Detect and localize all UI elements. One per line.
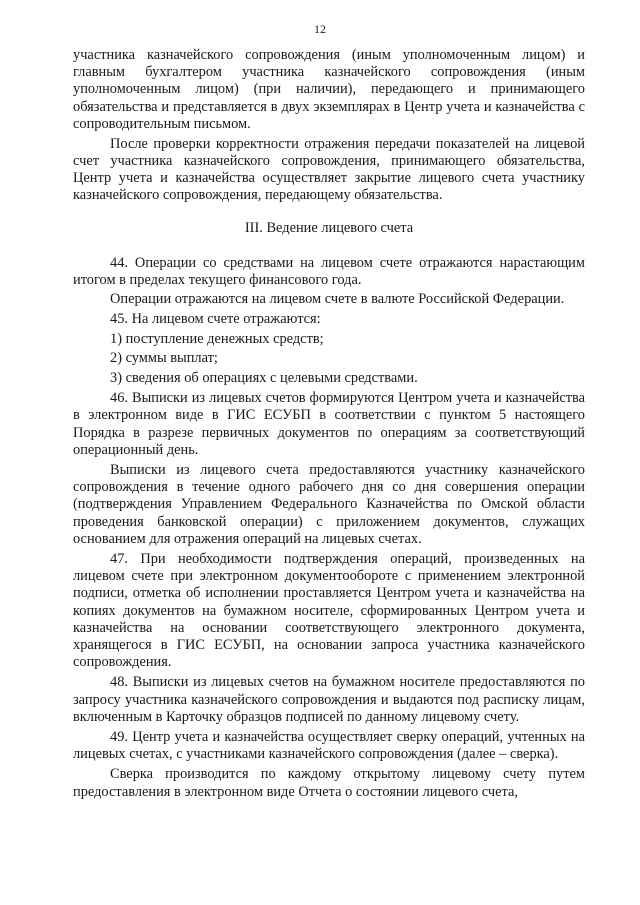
list-item-45-3: 3) сведения об операциях с целевыми средствами. bbox=[110, 369, 418, 386]
list-item-45-1: 1) поступление денежных средств; bbox=[110, 330, 324, 347]
paragraph-45: 45. На лицевом счете отражаются: bbox=[110, 311, 321, 328]
paragraph-47: 47. При необходимости подтверждения операций, произведенных на лицевом счете при электронном документообороте с применением электронной подписи, отметка об исполнении проставляется Центром учета и казначейства на копиях документов на бумажном носителе, сформированных Центром учета и казначейства на основании соответствующего электронного документа, хранящегося в ГИС ЕСУБП, на основании запроса участника казначейского сопровождения. bbox=[73, 550, 585, 671]
section-heading: III. Ведение лицевого счета bbox=[244, 220, 414, 237]
page-number: 12 bbox=[314, 22, 326, 36]
list-item-45-2: 2) суммы выплат; bbox=[110, 350, 218, 367]
paragraph-44-currency: Операции отражаются на лицевом счете в валюте Российской Федерации. bbox=[110, 291, 565, 308]
paragraph-48: 48. Выписки из лицевых счетов на бумажном носителе предоставляются по запросу участника казначейского сопровождения и выдаются под расписку лицам, включенным в Карточку образцов подписей по данному лицевому счету. bbox=[73, 674, 585, 725]
paragraph-continuation: участника казначейского сопровождения (иным уполномоченным лицом) и главным бухгалтером участника казначейского сопровождения (иным уполномоченным лицом) (при наличии), передающего и принимающего обязательства и представляется в двух экземплярах в Центр учета и казначейства с сопроводительным письмом. bbox=[73, 47, 585, 132]
paragraph-44: 44. Операции со средствами на лицевом счете отражаются нарастающим итогом в пределах текущего финансового года. bbox=[73, 254, 585, 288]
paragraph-49: 49. Центр учета и казначейства осуществляет сверку операций, учтенных на лицевых счетах, с участниками казначейского сопровождения (далее – сверка). bbox=[73, 728, 585, 763]
paragraph-49-reconciliation: Сверка производится по каждому открытому лицевому счету путем предоставления в электронном виде Отчета о состоянии лицевого счета, bbox=[73, 766, 585, 800]
paragraph-account-closure: После проверки корректности отражения передачи показателей на лицевой счет участника казначейского сопровождения, принимающего обязательства, Центр учета и казначейства осуществляет закрытие лицевого счета участнику казначейского сопровождения, передающему обязательства. bbox=[73, 135, 585, 204]
paragraph-46-statements: Выписки из лицевого счета предоставляются участнику казначейского сопровождения в течение одного рабочего дня со дня совершения операции (подтверждения Управлением Федерального Казначейства по Омской области проведения банковской операции) с приложением документов, служащих основанием для отражения операций на лицевых счетах. bbox=[73, 461, 585, 547]
page-body bbox=[73, 47, 585, 801]
paragraph-46: 46. Выписки из лицевых счетов формируются Центром учета и казначейства в электронном виде в ГИС ЕСУБП в соответствии с пунктом 5 настоящего Порядка в разрезе первичных документов по операциям за соответствующий операционный день. bbox=[73, 390, 585, 458]
